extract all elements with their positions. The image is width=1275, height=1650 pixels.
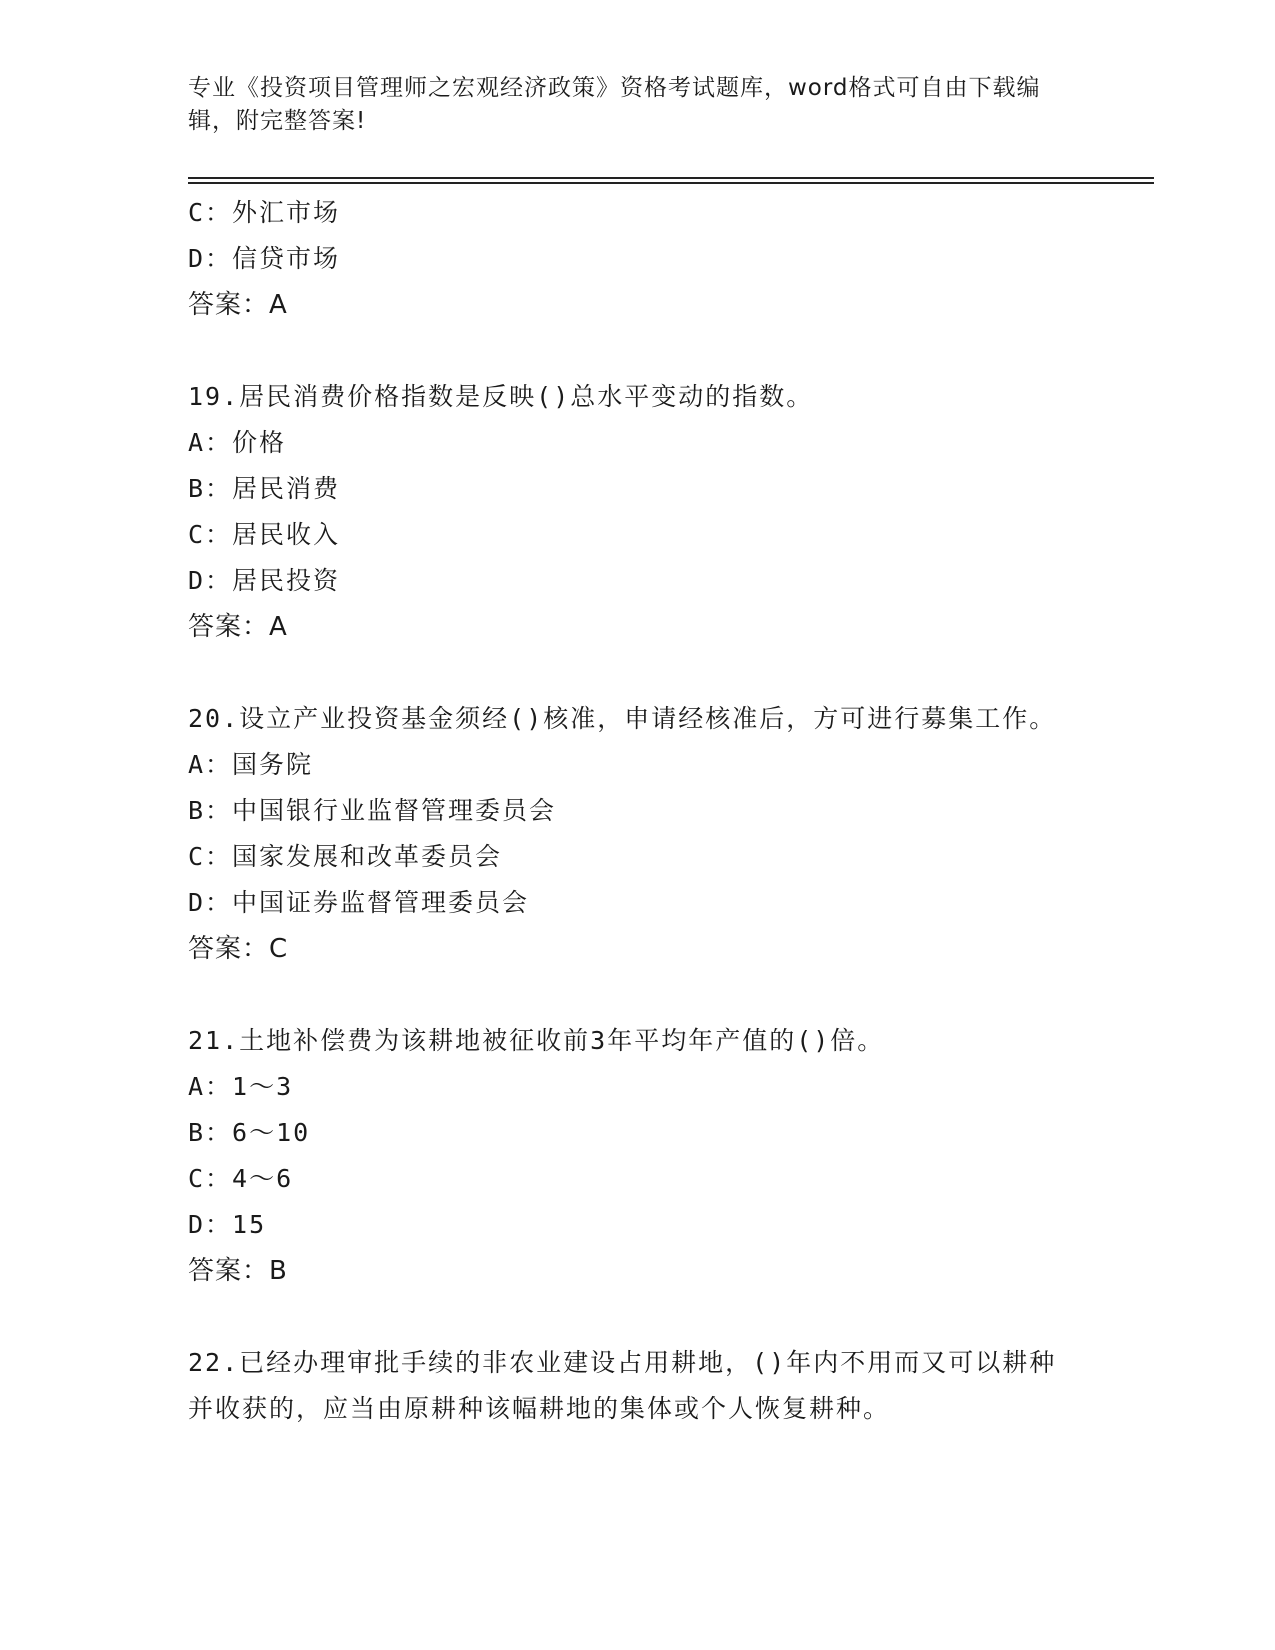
spacer xyxy=(188,650,1088,696)
spacer xyxy=(188,328,1088,374)
question-stem-21: 21.土地补偿费为该耕地被征收前3年平均年产值的()倍。 xyxy=(188,1026,885,1055)
spacer xyxy=(188,1294,1088,1340)
option-c: C：4～6 xyxy=(188,1164,294,1193)
question-stem-20: 20.设立产业投资基金须经()核准，申请经核准后，方可进行募集工作。 xyxy=(188,704,1057,733)
option-d: D：信贷市场 xyxy=(188,244,341,273)
option-d: D：居民投资 xyxy=(188,566,341,595)
answer: 答案：A xyxy=(188,612,288,642)
document-header: 专业《投资项目管理师之宏观经济政策》资格考试题库，word格式可自由下载编辑，附完整答案! xyxy=(188,75,1041,134)
header-rule-bottom xyxy=(188,182,1154,184)
option-c: C：居民收入 xyxy=(188,520,341,549)
answer: 答案：C xyxy=(188,934,289,964)
option-d: D：15 xyxy=(188,1210,267,1239)
answer: 答案：B xyxy=(188,1256,288,1286)
option-b: B：居民消费 xyxy=(188,474,341,503)
option-d: D：中国证券监督管理委员会 xyxy=(188,888,530,917)
question-content xyxy=(188,190,1088,1432)
spacer xyxy=(188,972,1088,1018)
option-b: B：6～10 xyxy=(188,1118,311,1147)
option-c: C：外汇市场 xyxy=(188,198,341,227)
option-a: A：国务院 xyxy=(188,750,314,779)
header-rule-top xyxy=(188,177,1154,179)
question-stem-22: 22.已经办理审批手续的非农业建设占用耕地，()年内不用而又可以耕种并收获的，应当由原耕种该幅耕地的集体或个人恢复耕种。 xyxy=(188,1348,1057,1423)
option-a: A：价格 xyxy=(188,428,287,457)
option-b: B：中国银行业监督管理委员会 xyxy=(188,796,557,825)
option-c: C：国家发展和改革委员会 xyxy=(188,842,503,871)
question-stem-19: 19.居民消费价格指数是反映()总水平变动的指数。 xyxy=(188,382,814,411)
answer: 答案：A xyxy=(188,290,288,320)
option-a: A：1～3 xyxy=(188,1072,294,1101)
